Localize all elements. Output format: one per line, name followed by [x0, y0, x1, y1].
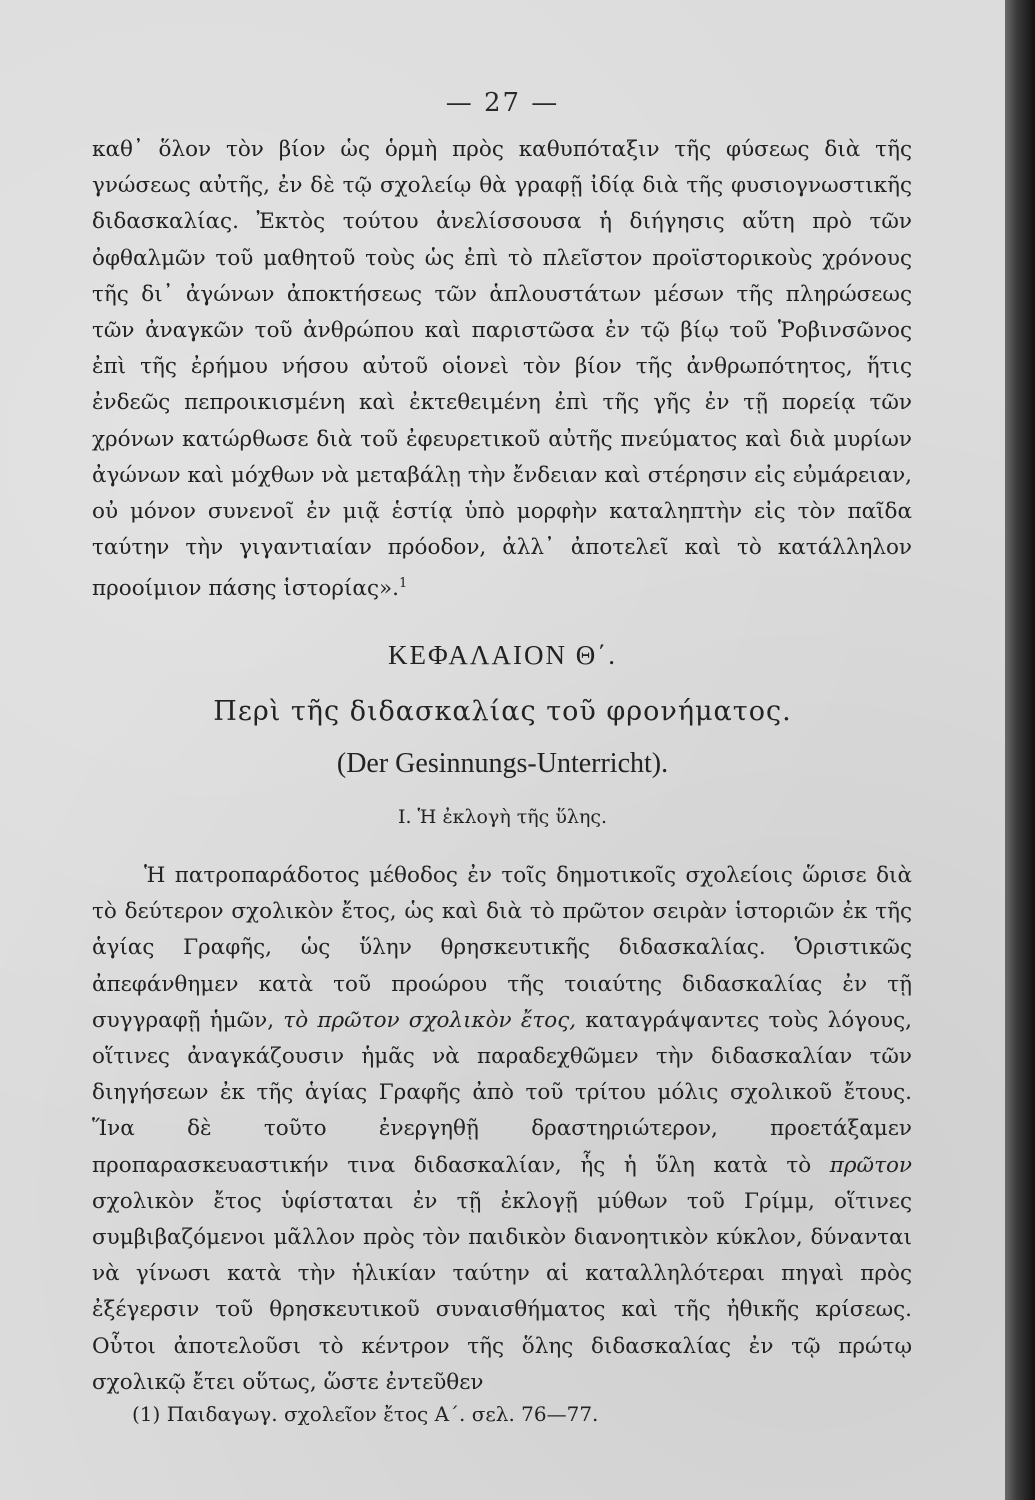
footnote: (1) Παιδαγωγ. σχολεῖον ἔτος Α΄. σελ. 76—77. [132, 1402, 599, 1426]
section-title: Περὶ τῆς διδασκαλίας τοῦ φρονήματος. [213, 696, 792, 727]
paragraph-2-italic-a: τὸ πρῶτον σχολικὸν ἔτος, [283, 1007, 577, 1033]
body-paragraph-2 [92, 858, 912, 1401]
paragraph-2-text-c: σχολικὸν ἔτος ὑφίσταται ἐν τῇ ἐκλογῇ μύθων τοῦ Γρίμμ, οἵτινες συμβιβαζόμενοι μᾶλλον πρὸς τὸν παιδικὸν διανοητικὸν κύκλον, δύνανται νὰ γίνωσι κατὰ τὴν ἡλικίαν ταύτην αἱ καταλληλότεραι πηγαὶ πρὸς ἐξέγερσιν τοῦ θρησκευτικοῦ συναισθήματος καὶ τῆς ἠθικῆς κρίσεως. Οὗτοι ἀποτελοῦσι τὸ κέντρον τῆς ὅλης διδασκαλίας ἐν τῷ πρώτῳ σχολικῷ ἔτει οὕτως, ὥστε ἐντεῦθεν [92, 1188, 912, 1395]
subsection-heading: Ι. Ἡ ἐκλογὴ τῆς ὕλης. [397, 806, 608, 828]
paragraph-1-text: καθ᾿ ὅλον τὸν βίον ὡς ὁρμὴ πρὸς καθυπόταξιν τῆς φύσεως διὰ τῆς γνώσεως αὐτῆς, ἐν δὲ τῷ σχολείῳ θὰ γραφῇ ἰδίᾳ διὰ τῆς φυσιογνωστικῆς διδασκαλίας. Ἐκτὸς τούτου ἀνελίσσουσα ἡ διήγησις αὕτη πρὸ τῶν ὀφθαλμῶν τοῦ μαθητοῦ τοὺς ὡς ἐπὶ τὸ πλεῖστον προϊστορικοὺς χρόνους τῆς δι᾿ ἀγώνων ἀποκτήσεως τῶν ἁπλουστάτων μέσων τῆς πληρώσεως τῶν ἀναγκῶν τοῦ ἀνθρώπου καὶ παριστῶσα ἐν τῷ βίῳ τοῦ Ῥοβινσῶνος ἐπὶ τῆς ἐρήμου νήσου αὐτοῦ οἱονεὶ τὸν βίον τῆς ἀνθρωπότητος, ἥτις ἐνδεῶς πεπροικισμένη καὶ ἐκτεθειμένη ἐπὶ τῆς γῆς ἐν τῇ πορείᾳ τῶν χρόνων κατώρθωσε διὰ τοῦ ἐφευρετικοῦ αὐτῆς πνεύματος καὶ διὰ μυρίων ἀγώνων καὶ μόχθων νὰ μεταβάλῃ τὴν ἔνδειαν καὶ στέρησιν εἰς εὐμάρειαν, οὐ μόνον συνενοῖ ἐν μιᾷ ἑστίᾳ ὑπὸ μορφὴν καταληπτὴν εἰς τὸν παῖδα ταύτην τὴν γιγαντιαίαν πρόοδον, ἀλλ᾿ ἀποτελεῖ καὶ τὸ κατάλληλον προοίμιον πάσης ἱστορίας». [92, 137, 912, 602]
paragraph-2-italic-b: πρῶτον [829, 1152, 912, 1178]
body-paragraph-1 [92, 132, 912, 608]
chapter-heading: ΚΕΦΑΛΑΙΟΝ Θ΄. [388, 640, 617, 670]
footnote-reference: 1 [398, 576, 408, 592]
paragraph-2-text-b: καταγράψαντες τοὺς λόγους, οἵτινες ἀναγκάζουσιν ἡμᾶς νὰ παραδεχθῶμεν τὴν διδασκαλίαν τῶν διηγήσεων ἐκ τῆς ἁγίας Γραφῆς ἀπὸ τοῦ τρίτου μόλις σχολικοῦ ἔτους. Ἵνα δὲ τοῦτο ἐνεργηθῇ δραστηριώτερον, προετάξαμεν προπαρασκευαστικήν τινα διδασκαλίαν, ἧς ἡ ὕλη κατὰ τὸ [92, 1007, 912, 1178]
german-subtitle: (Der Gesinnungs-Unterricht). [336, 748, 669, 779]
book-binding-edge [1005, 0, 1035, 1500]
page-number: — 27 — [445, 88, 560, 118]
paragraph-2-text-a: Ἡ πατροπαράδοτος μέθοδος ἐν τοῖς δημοτικοῖς σχολείοις ὥρισε διὰ τὸ δεύτερον σχολικὸν ἔτος, ὡς καὶ διὰ τὸ πρῶτον σειρὰν ἱστοριῶν ἐκ τῆς ἁγίας Γραφῆς, ὡς ὕλην θρησκευτικῆς διδασκαλίας. Ὁριστικῶς ἀπεφάνθημεν κατὰ τοῦ προώρου τῆς τοιαύτης διδασκαλίας ἐν τῇ συγγραφῇ ἡμῶν, [92, 863, 912, 1033]
